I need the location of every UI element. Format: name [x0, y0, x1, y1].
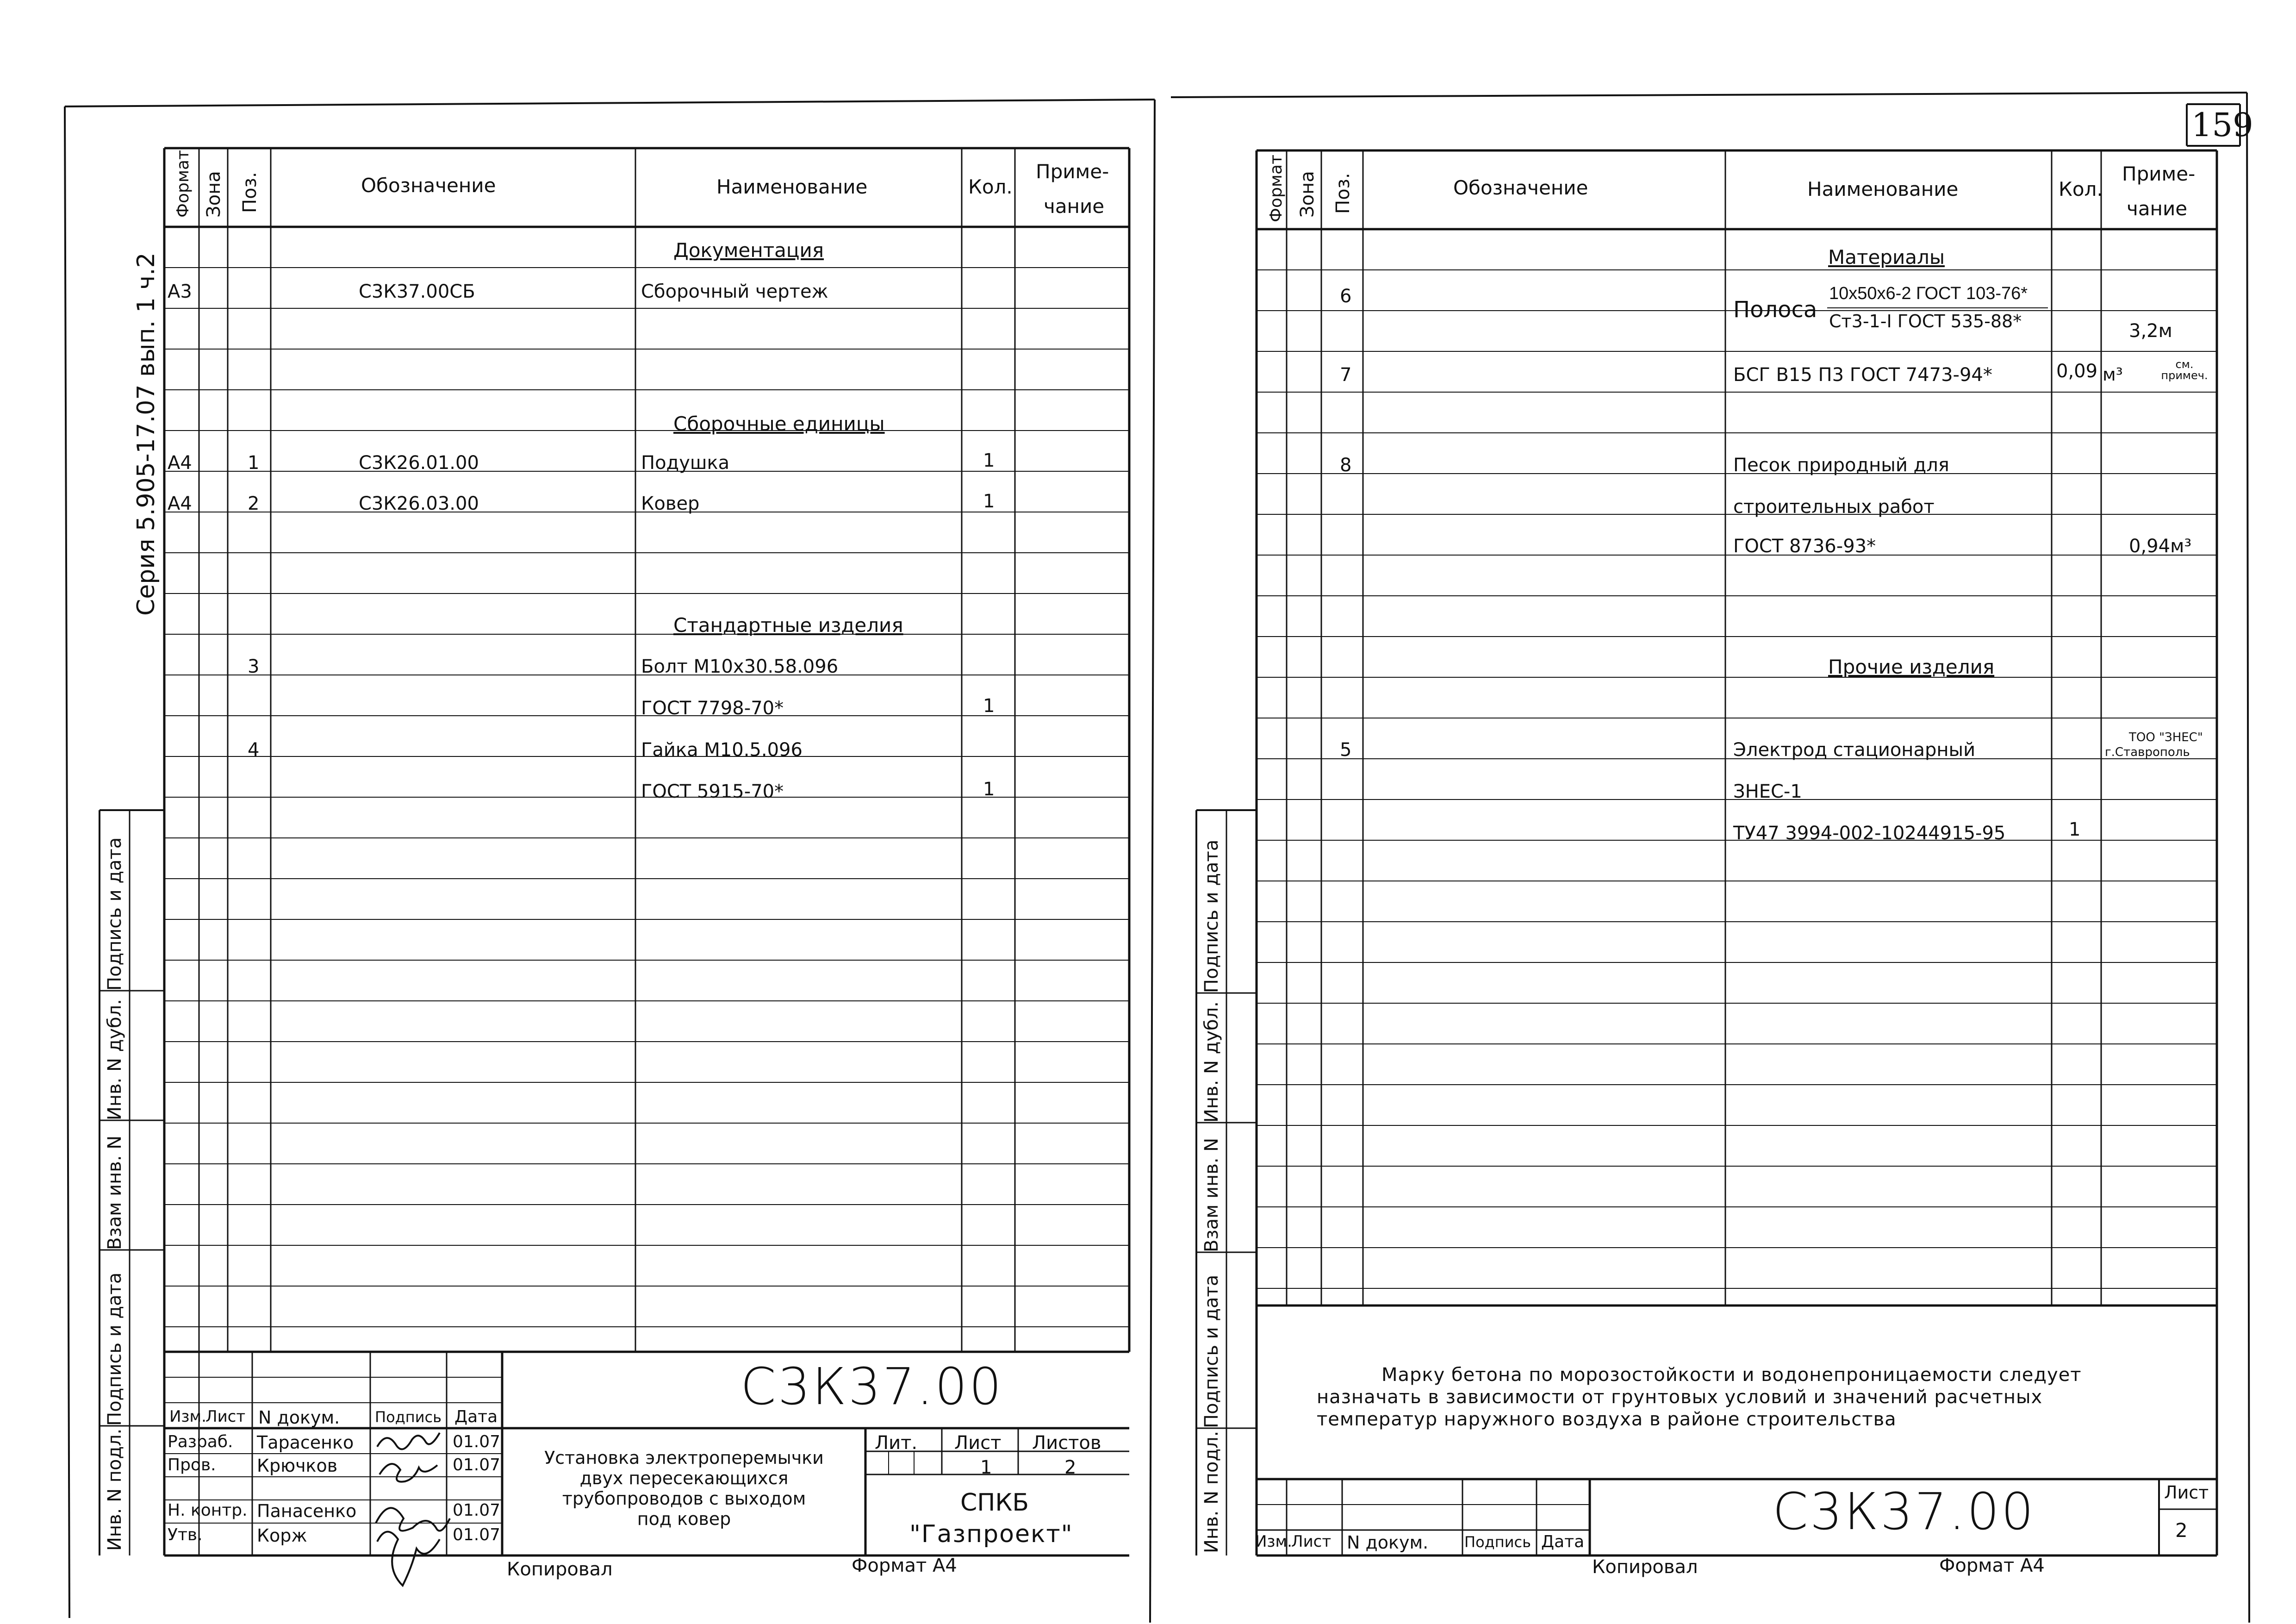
signatory-date: 01.07	[453, 1501, 501, 1520]
right-header-zone: Зона	[1297, 171, 1318, 218]
note-line: Марку бетона по морозостойкости и водонепроницаемости следует	[1381, 1364, 2082, 1386]
row-qty: 1	[983, 695, 995, 717]
right-title-code: С3К37.00	[1773, 1482, 2035, 1541]
row-qty: 0,09	[2056, 361, 2098, 382]
left-header-format: Формат	[174, 150, 193, 218]
row-name: ГОСТ 8736-93*	[1733, 536, 1876, 557]
right-header-pos: Поз.	[1332, 173, 1354, 214]
row-name: ГОСТ 5915-70*	[641, 781, 784, 802]
left-footer-format: Формат А4	[852, 1555, 957, 1576]
row-designation: С3К26.03.00	[359, 493, 479, 514]
right-header-format: Формат	[1267, 154, 1286, 222]
signatory-name: Панасенко	[257, 1501, 357, 1521]
title-description-line: двух пересекающихся	[579, 1468, 789, 1488]
right-col-list: Лист	[1291, 1532, 1332, 1551]
row-name: ГОСТ 7798-70*	[641, 698, 784, 719]
row-name: Подушка	[641, 452, 730, 474]
page-number: 159	[2191, 106, 2253, 144]
left-list-value: 1	[980, 1457, 992, 1478]
row-pos: 2	[248, 493, 260, 514]
row-name: ТУ47 3994-002-10244915-95	[1733, 823, 2006, 844]
series-label: Серия 5.905-17.07 вып. 1 ч.2	[132, 252, 160, 616]
row-note: 3,2м	[2129, 320, 2172, 342]
left-title-code: С3К37.00	[740, 1357, 1003, 1416]
left-lit-label: Лит.	[875, 1432, 918, 1454]
row-designation: С3К37.00СБ	[359, 281, 475, 302]
row-pos: 7	[1340, 364, 1352, 386]
left-stamp-sign-date: Подпись и дата	[104, 837, 125, 991]
right-col-izm: Изм.	[1255, 1532, 1292, 1551]
row-format: А3	[168, 281, 192, 302]
row-pos: 8	[1340, 455, 1352, 476]
row-note-small: см. примеч.	[2161, 358, 2208, 382]
signatory-name: Крючков	[257, 1455, 338, 1476]
left-col-date: Дата	[454, 1407, 498, 1426]
left-header-name: Наименование	[716, 175, 868, 198]
row-name: Сборочный чертеж	[641, 281, 828, 302]
right-stamp-sign-date: Подпись и дата	[1201, 839, 1222, 993]
row-pos: 5	[1340, 739, 1352, 761]
note-line: температур наружного воздуха в районе строительства	[1317, 1409, 1897, 1430]
row-qty: 1	[2069, 819, 2081, 840]
title-description-line: трубопроводов с выходом	[562, 1488, 806, 1509]
signatory-name: Тарасенко	[257, 1432, 354, 1453]
row-fraction-top: 10x50x6-2 ГОСТ 103-76*	[1829, 284, 2028, 303]
title-description-line: под ковер	[637, 1509, 731, 1529]
left-col-sign: Подпись	[375, 1408, 442, 1426]
right-col-sign: Подпись	[1464, 1533, 1531, 1551]
signatory-role: Разраб.	[168, 1432, 233, 1451]
signatory-role: Н. контр.	[168, 1501, 248, 1520]
left-stamp-sign-date-2: Подпись и дата	[104, 1272, 125, 1426]
left-col-list: Лист	[205, 1407, 246, 1426]
right-footer-format: Формат А4	[1939, 1555, 2045, 1576]
row-designation: С3К26.01.00	[359, 452, 479, 474]
row-note: 0,94м³	[2129, 536, 2192, 557]
row-name: Гайка М10.5.096	[641, 739, 803, 761]
row-section-heading: Стандартные изделия	[673, 614, 903, 637]
left-list-label: Лист	[954, 1432, 1002, 1454]
row-section-heading: Сборочные единицы	[673, 412, 885, 435]
row-note-2: г.Ставрополь	[2105, 745, 2190, 759]
note-line: назначать в зависимости от грунтовых условий и значений расчетных	[1317, 1387, 2043, 1408]
row-pos: 4	[248, 739, 260, 761]
row-qty: 1	[983, 779, 995, 800]
row-section-heading: Материалы	[1828, 246, 1945, 269]
right-footer-copied: Копировал	[1592, 1556, 1698, 1578]
right-list-value: 2	[2175, 1519, 2188, 1542]
row-name: строительных работ	[1733, 496, 1935, 518]
left-header-designation: Обозначение	[361, 174, 496, 197]
row-format: А4	[168, 493, 192, 514]
signatory-date: 01.07	[453, 1455, 501, 1474]
left-footer-copied: Копировал	[507, 1559, 613, 1580]
row-name: ЗНЕС-1	[1733, 781, 1802, 802]
left-stamp-inv-dubl: Инв. N дубл.	[104, 999, 125, 1120]
left-listov-label: Листов	[1032, 1432, 1101, 1454]
signatory-role: Утв.	[168, 1525, 203, 1544]
row-format: А4	[168, 452, 192, 474]
row-section-heading: Документация	[673, 239, 824, 262]
left-header-note-1: Приме-	[1036, 160, 1109, 183]
right-col-date: Дата	[1541, 1532, 1585, 1551]
right-header-qty: Кол.	[2059, 178, 2103, 200]
signatory-date: 01.07	[453, 1525, 501, 1544]
right-stamp-inv-dubl: Инв. N дубл.	[1201, 1001, 1222, 1123]
right-header-designation: Обозначение	[1453, 176, 1588, 199]
right-list-label: Лист	[2164, 1482, 2209, 1503]
row-name: Ковер	[641, 493, 700, 514]
right-col-ndoc: N докум.	[1347, 1532, 1429, 1553]
right-stamp-inv-podl: Инв. N подл.	[1201, 1430, 1222, 1553]
signatory-date: 01.07	[453, 1432, 501, 1451]
left-header-zone: Зона	[203, 171, 224, 218]
row-note: ТОО "ЗНЕС"	[2129, 731, 2203, 744]
right-stamp-sign-date-2: Подпись и дата	[1201, 1274, 1222, 1428]
right-stamp-vzam-inv: Взам инв. N	[1201, 1137, 1222, 1252]
signatory-role: Пров.	[168, 1455, 216, 1474]
left-stamp-inv-podl: Инв. N подл.	[104, 1428, 125, 1551]
left-stamp-vzam-inv: Взам инв. N	[104, 1135, 125, 1250]
left-org-1: СПКБ	[960, 1489, 1029, 1517]
row-name: Болт М10х30.58.096	[641, 656, 839, 677]
row-name: БСГ В15 П3 ГОСТ 7473-94*	[1733, 364, 1992, 386]
left-header-note-2: чание	[1044, 195, 1105, 218]
title-description-line: Установка электроперемычки	[544, 1448, 824, 1468]
row-pos: 6	[1340, 286, 1352, 307]
row-fraction-bottom: Ст3-1-I ГОСТ 535-88*	[1829, 311, 2022, 331]
row-name: Электрод стационарный	[1733, 739, 1976, 761]
row-name: Полоса	[1733, 297, 1817, 323]
left-header-pos: Поз.	[239, 172, 261, 213]
row-note: м³	[2103, 364, 2123, 385]
right-header-note-2: чание	[2127, 197, 2188, 220]
row-qty: 1	[983, 450, 995, 471]
left-col-izm: Изм.	[169, 1407, 206, 1426]
left-listov-value: 2	[1064, 1457, 1076, 1478]
signatory-name: Корж	[257, 1525, 307, 1546]
row-section-heading: Прочие изделия	[1828, 656, 1995, 678]
row-name: Песок природный для	[1733, 455, 1949, 476]
left-org-2: "Газпроект"	[909, 1520, 1073, 1548]
row-pos: 1	[248, 452, 260, 474]
left-header-qty: Кол.	[968, 175, 1013, 198]
right-header-name: Наименование	[1807, 178, 1959, 200]
row-qty: 1	[983, 491, 995, 512]
left-col-ndoc: N докум.	[258, 1407, 340, 1428]
right-header-note-1: Приме-	[2122, 162, 2196, 185]
row-pos: 3	[248, 656, 260, 677]
